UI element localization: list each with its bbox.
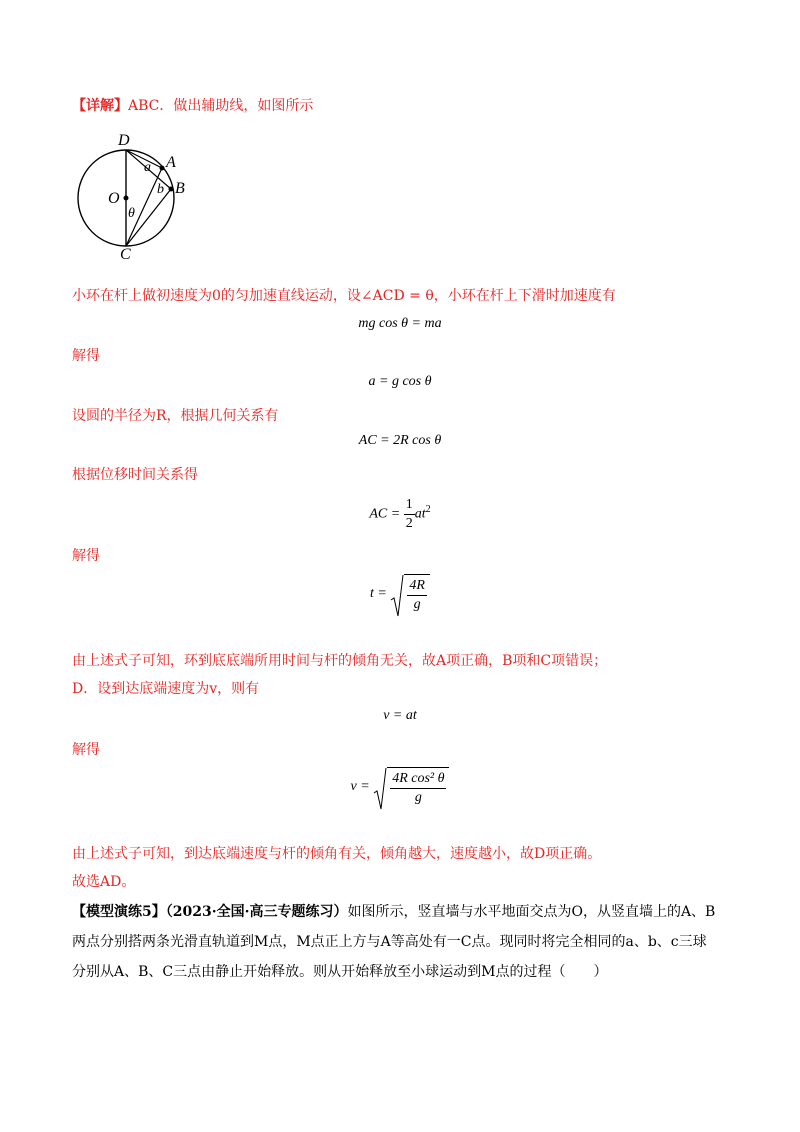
label-theta: θ [128,206,135,221]
paragraph-radius: 设圆的半径为R，根据几何关系有 [72,408,279,424]
answer-line: 故选AD。 [72,874,136,890]
label-b: b [157,182,164,197]
eq7-lhs: v = [350,779,370,795]
detail-bracket: 【详解】 [72,98,128,114]
equation-time [0,574,800,614]
label-D: D [118,132,130,149]
eq5-sqrt [390,574,430,614]
eq7-num: 4R cos² θ [390,770,446,789]
solve-label-3: 解得 [72,742,100,758]
equation-velocity: v = at [383,708,417,723]
label-O: O [108,190,120,207]
equation-velocity-final [0,767,800,807]
label-a: a [144,160,151,175]
eq7-sqrt [373,767,449,807]
question-source: （2023·全国·高三专题练习） [165,904,348,920]
question-bracket: 【模型演练5】 [72,904,166,920]
eq5-fraction [407,577,427,614]
eq5-num: 4R [407,577,427,596]
paragraph-conclusion-time: 由上述式子可知，环到底底端所用时间与杆的倾角无关，故A项正确，B项和C项错误； [72,653,608,669]
eq4-fraction [404,496,415,533]
solve-label-1: 解得 [72,348,100,364]
question-text-1: 如图所示，竖直墙与水平地面交点为O，从竖直墙上的A、B [347,904,716,920]
eq5-den: g [413,597,421,612]
eq4-num: 1 [404,496,415,515]
label-C: C [120,246,131,263]
eq7-den: g [414,790,422,805]
eq4-lhs: AC = [369,506,401,522]
eq7-fraction [390,770,446,807]
solve-label-2: 解得 [72,548,100,564]
question-line-3: 分别从A、B、C三点由静止开始释放。则从开始释放至小球运动到M点的过程（ ） [72,964,608,980]
equation-acceleration: a = g cos θ [368,374,432,389]
eq5-lhs: t = [370,586,387,602]
paragraph-velocity: D．设到达底端速度为v，则有 [72,681,260,697]
equation-chord: AC = 2R cos θ [358,433,442,448]
eq4-den: 2 [405,516,413,531]
eq4-rhs: at [414,506,426,522]
intro-text: ABC．做出辅助线，如图所示 [128,98,314,114]
intro-line [72,96,313,116]
equation-displacement [0,496,800,533]
paragraph-conclusion-velocity: 由上述式子可知，到达底端速度与杆的倾角有关，倾角越大，速度越小，故D项正确。 [72,846,602,862]
circle-diagram [76,134,196,264]
question-line-1 [72,902,715,922]
label-B: B [175,180,185,197]
paragraph-acceleration: 小环在杆上做初速度为0的匀加速直线运动，设∠ACD = θ，小环在杆上下滑时加速度有 [72,288,616,304]
eq4-exp: 2 [425,504,431,516]
question-line-2: 两点分别搭两条光滑直轨道到M点，M点正上方与A等高处有一C点。现同时将完全相同的a、b、c三球 [72,934,707,950]
equation-force: mg cos θ = ma [358,316,442,331]
label-A: A [166,154,176,171]
circle-figure [76,134,196,264]
paragraph-displacement: 根据位移时间关系得 [72,467,198,483]
